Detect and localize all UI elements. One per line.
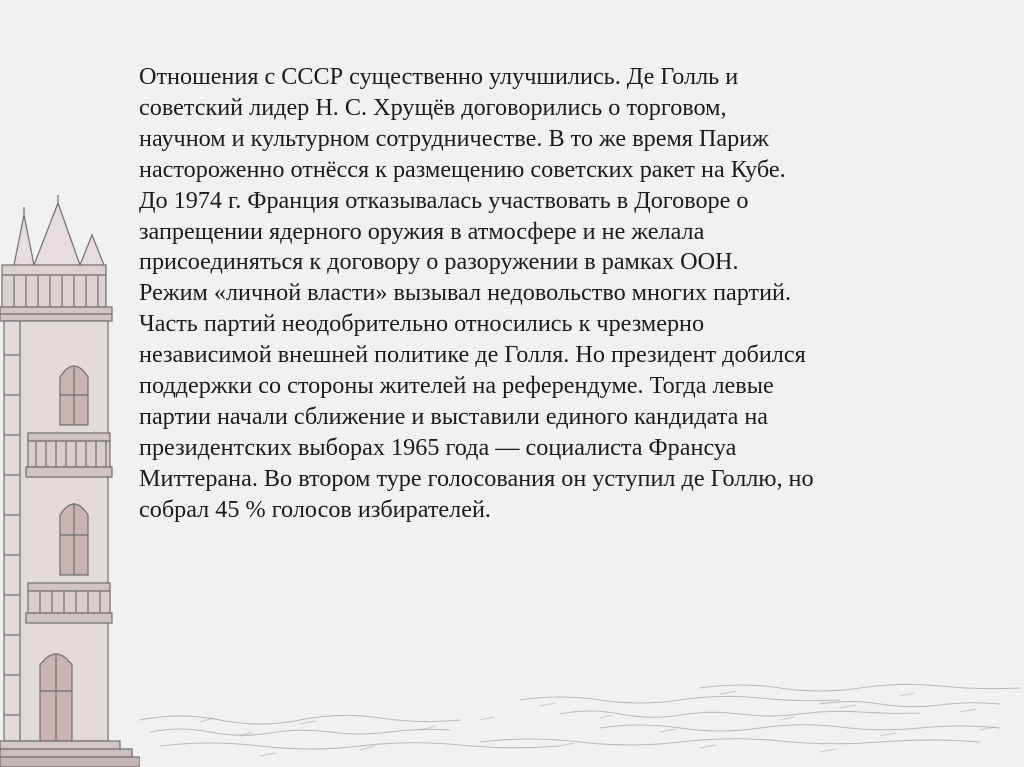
building-illustration xyxy=(0,195,140,767)
slide-body-text: Отношения с СССР существенно улучшились. Де Голль и советский лидер Н. С. Хрущёв договорились о торговом, научном и культурном сотрудничестве. В то же время Париж настороженно отнёсся к размещению советских ракет на Кубе. До 1974 г. Франция отказывалась участвовать в Договоре о запрещении ядерного оружия в атмосфере и не желала присоединяться к договору о разоружении в рамках ООН. Режим «личной власти» вызывал недовольство многих партий. Часть партий неодобрительно относились к чрезмерно независимой внешней политике де Голля. Но президент добился поддержки со стороны жителей на референдуме. Тогда левые партии начали сближение и выставили единого кандидата на президентских выборах 1965 года — социалиста Франсуа Миттерана. Во втором туре голосования он уступил де Голлю, но собрал 45 % голосов избирателей. xyxy=(139,63,814,523)
sketched-ground-decoration xyxy=(0,660,1024,767)
